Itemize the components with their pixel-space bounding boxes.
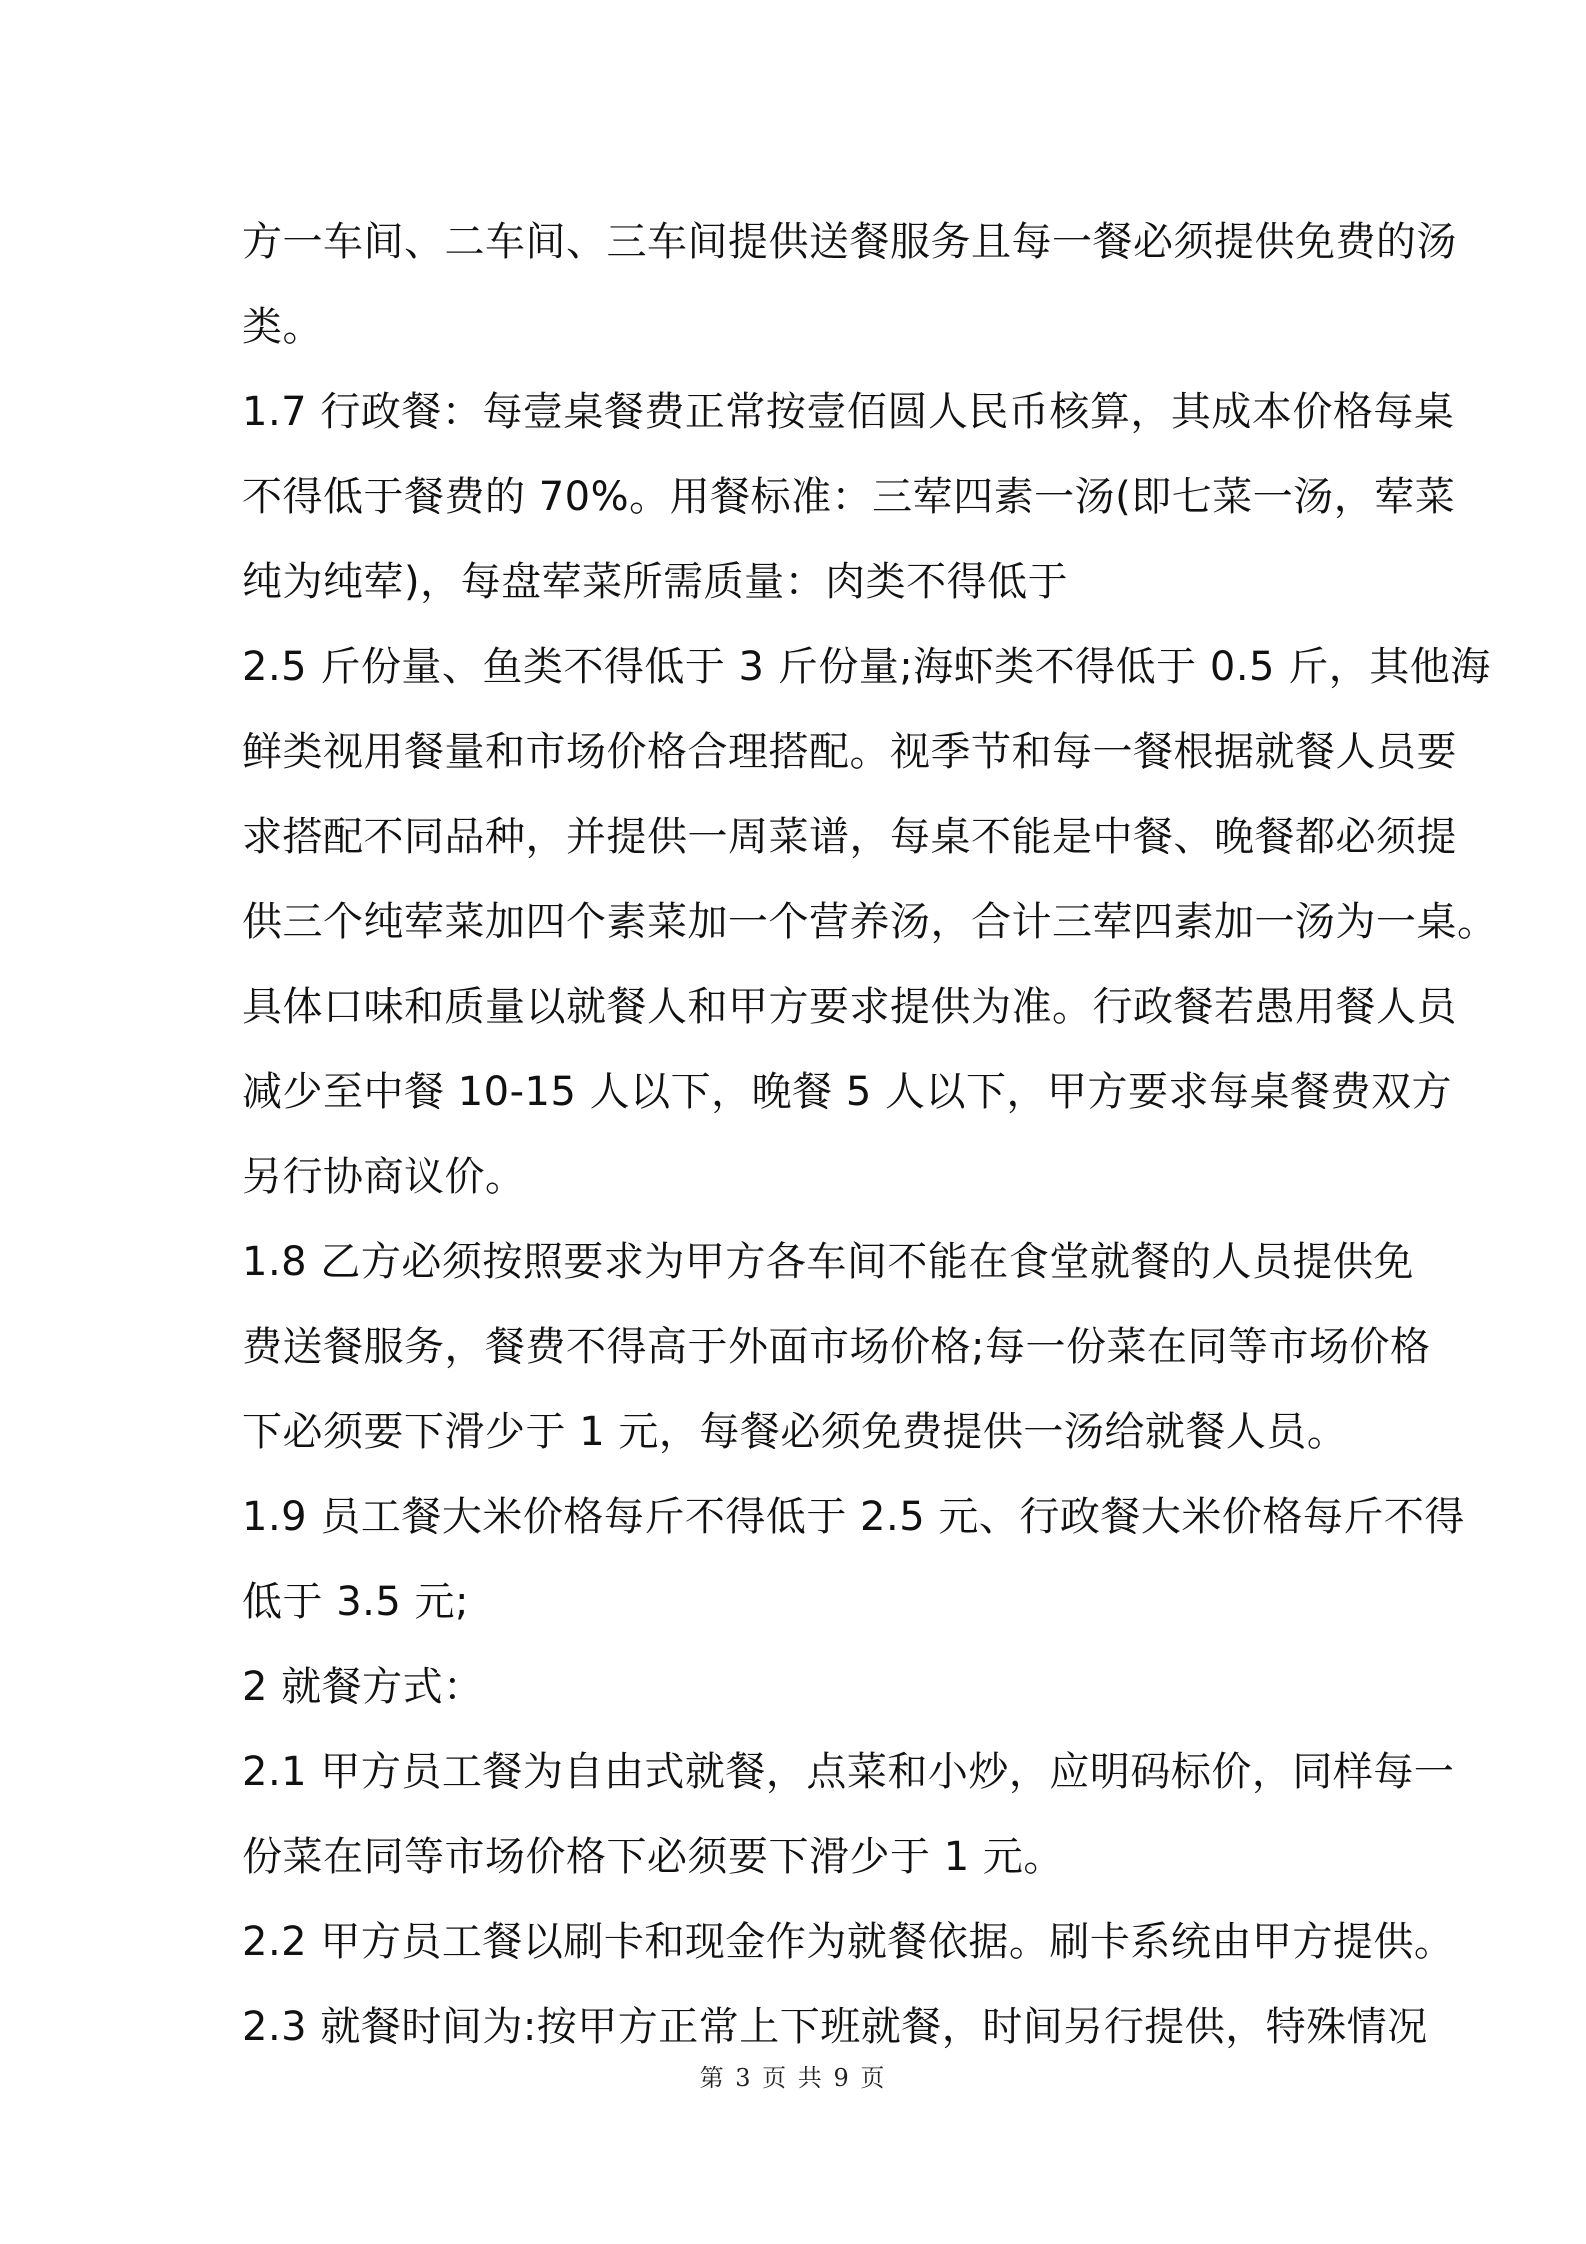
text-line: 下必须要下滑少于 1 元，每餐必须免费提供一汤给就餐人员。 — [242, 1409, 1348, 1455]
text-line: 1.7 行政餐：每壹桌餐费正常按壹佰圆人民币核算，其成本价格每桌 — [242, 389, 1455, 435]
text-line: 2.5 斤份量、鱼类不得低于 3 斤份量;海虾类不得低于 0.5 斤，其他海 — [242, 644, 1491, 690]
text-line: 低于 3.5 元; — [242, 1579, 470, 1625]
document-body — [242, 200, 1498, 2070]
text-line: 2 就餐方式： — [242, 1664, 484, 1710]
text-line: 不得低于餐费的 70%。用餐标准：三荤四素一汤(即七菜一汤，荤菜 — [242, 474, 1456, 520]
text-line: 1.9 员工餐大米价格每斤不得低于 2.5 元、行政餐大米价格每斤不得 — [242, 1494, 1465, 1540]
text-line: 1.8 乙方必须按照要求为甲方各车间不能在食堂就餐的人员提供免 — [242, 1239, 1414, 1285]
text-line: 费送餐服务，餐费不得高于外面市场价格;每一份菜在同等市场价格 — [242, 1324, 1431, 1370]
text-line: 求搭配不同品种，并提供一周菜谱，每桌不能是中餐、晚餐都必须提 — [242, 814, 1457, 860]
page-footer: 第 3 页 共 9 页 — [699, 2064, 887, 2092]
text-line: 类。 — [242, 304, 323, 350]
text-line: 供三个纯荤菜加四个素菜加一个营养汤，合计三荤四素加一汤为一桌。 — [242, 899, 1498, 945]
text-line: 另行协商议价。 — [242, 1154, 526, 1200]
text-line: 2.3 就餐时间为:按甲方正常上下班就餐，时间另行提供，特殊情况 — [242, 2004, 1428, 2050]
text-line: 具体口味和质量以就餐人和甲方要求提供为准。行政餐若愚用餐人员 — [242, 984, 1457, 1030]
text-line: 减少至中餐 10-15 人以下，晚餐 5 人以下，甲方要求每桌餐费双方 — [242, 1069, 1453, 1115]
text-line: 2.1 甲方员工餐为自由式就餐，点菜和小炒，应明码标价，同样每一 — [242, 1749, 1455, 1795]
text-line: 纯为纯荤)，每盘荤菜所需质量：肉类不得低于 — [242, 559, 1069, 605]
text-line: 2.2 甲方员工餐以刷卡和现金作为就餐依据。刷卡系统由甲方提供。 — [242, 1919, 1455, 1965]
text-line: 鲜类视用餐量和市场价格合理搭配。视季节和每一餐根据就餐人员要 — [242, 729, 1457, 775]
text-line: 份菜在同等市场价格下必须要下滑少于 1 元。 — [242, 1834, 1064, 1880]
text-line: 方一车间、二车间、三车间提供送餐服务且每一餐必须提供免费的汤 — [242, 219, 1457, 265]
